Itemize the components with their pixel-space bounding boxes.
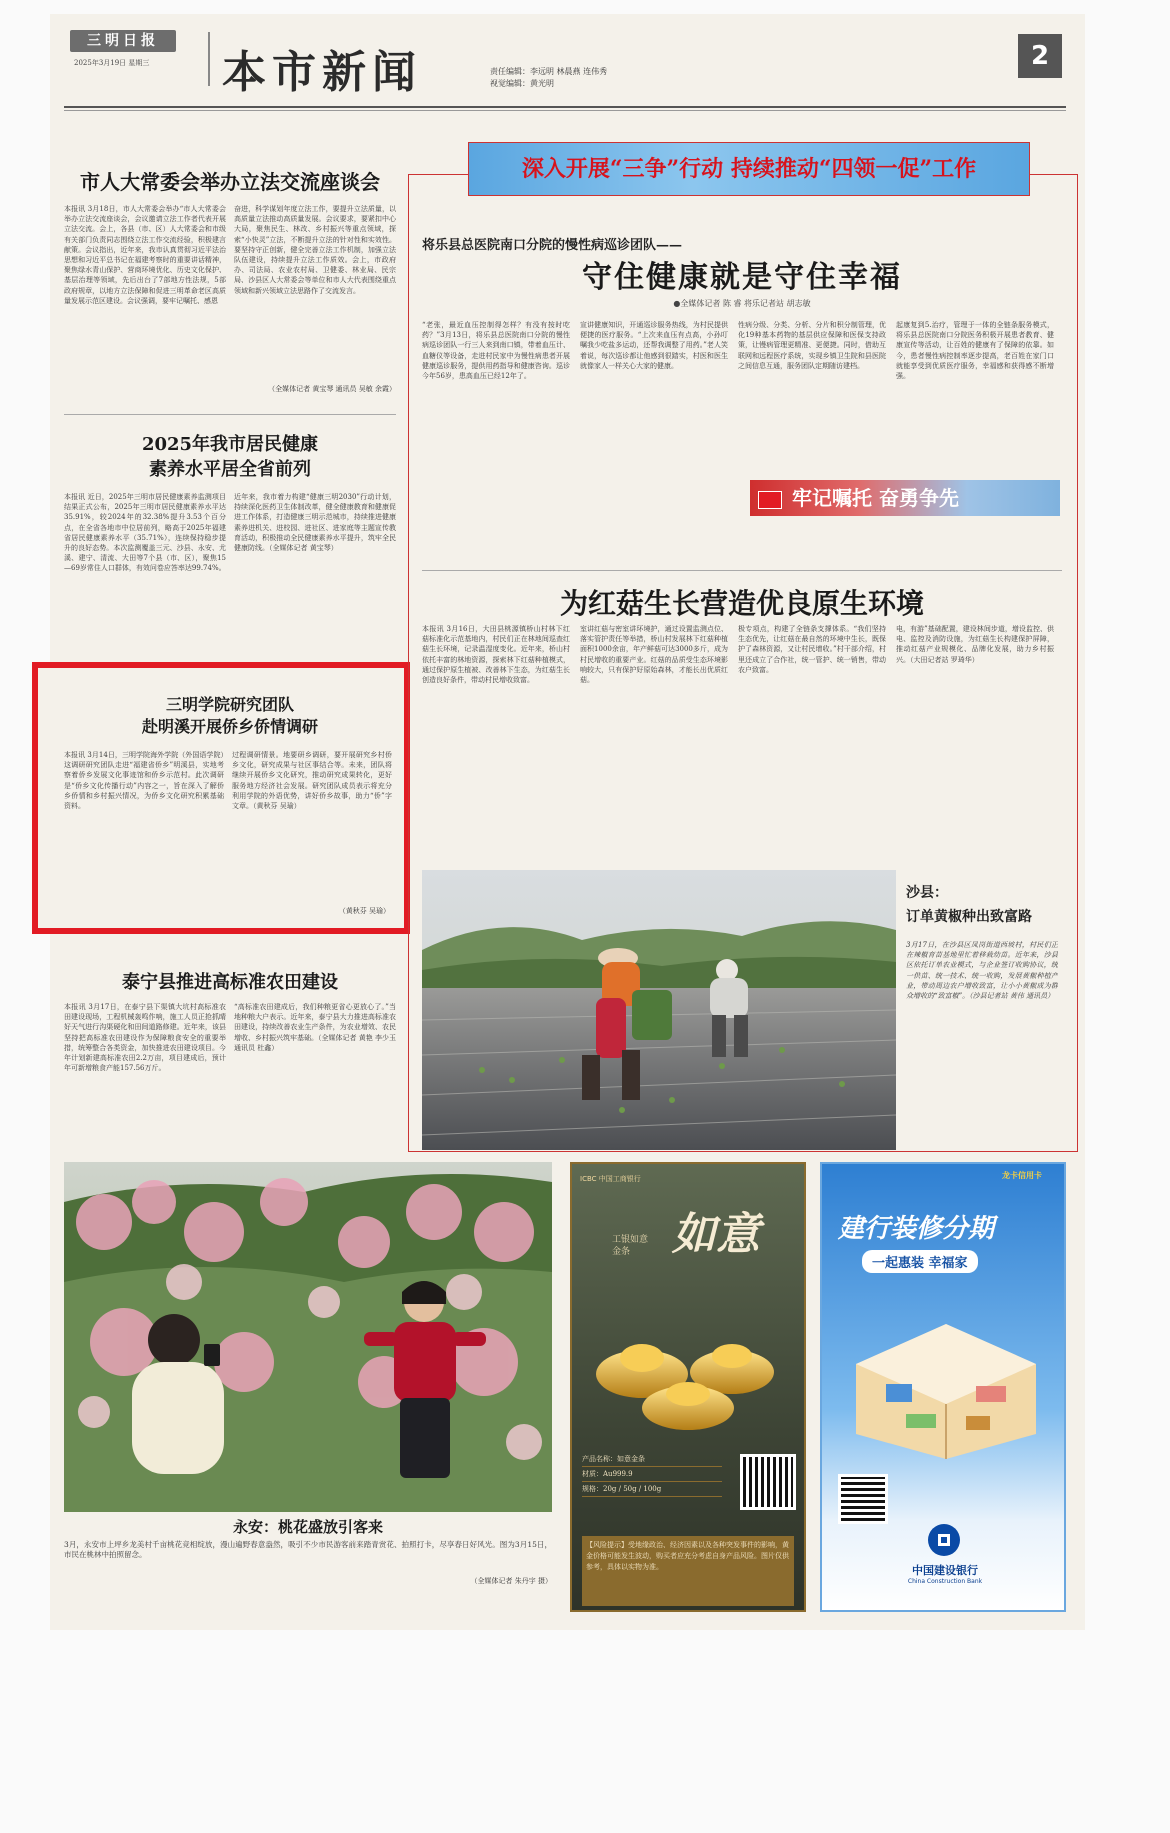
feature-col-2: 宣讲健康知识，开通巡诊服务热线，为村民提供便捷的医疗服务。“上次来血压有点高，小孙叮嘱我少吃盐多运动，还帮我调整了用药。”老人笑着说，每次巡诊都让他感到很踏实，村医和医生就像家人一样关心大家的健康。 — [580, 321, 728, 370]
article-5-headline: 为红菇生长营造优良原生环境 — [559, 587, 924, 620]
article-4-col-1: 本报讯 3月17日，在泰宁县下渠镇大坑村高标准农田建设现场，工程机械轰鸣作响，施工人员正抢抓晴好天气进行沟渠硬化和田间道路修建。近年来，该县坚持把高标准农田建设作为保障粮食安全的重要举措，统筹整合各类资金，加快推进农田建设项目。今年计划新建高标准农田2.2万亩，项目建成后，预计年可新增粮食产能157.56万斤。 — [64, 1003, 226, 1073]
newspaper-page — [50, 14, 1085, 1630]
article-3-headline-line-1: 三明学院研究团队 — [165, 695, 294, 714]
article-1-credit: （全媒体记者 黄宝琴 通讯员 吴敏 余霞） — [268, 385, 396, 393]
article-2-col-2: 近年来，我市着力构建“健康三明2030”行动计划，持续深化医药卫生体制改革，健全健康教育和健康促进工作体系，打造健康三明示范城市，持续推进健康素养进机关、进校园、进社区、进家庭等主题宣传教育活动，积极推动全民健康素养水平提升，筑牢全民健康防线。（全媒体记者 黄宝琴） — [234, 493, 396, 553]
sidebar-body: 3月17日，在沙县区凤岗街道西坡村，村民们正在辣椒育苗基地里忙着移栽幼苗。近年来，沙县区依托订单农业模式，与企业签订收购协议，统一供苗、统一技术、统一收购，发展黄椒种植产业，带动周边农户增收致富，让小小黄椒成为群众增收的“致富椒”。（沙县记者站 黄伟 通讯员） — [906, 941, 1058, 1001]
feature-banner: 深入开展“三争”行动 持续推动“四领一促”工作 — [468, 142, 1030, 196]
article-3-credit: （黄秋芬 吴瑜） — [338, 907, 390, 915]
article-3-headline — [64, 694, 396, 738]
gold-ad-title: 如意 — [672, 1209, 760, 1260]
article-1-col-2: 奋进，科学谋划年度立法工作，要提升立法质量，以高质量立法推动高质量发展。会议要求，要紧扣中心大局，聚焦民生、林改、乡村振兴等重点领域，探索“小快灵”立法，不断提升立法的针对性和实效性。要坚持守正创新，健全完善立法工作机制，加强立法队伍建设，持续提升立法工作质效。会上，市政府办、司法局、农业农村局、卫健委、林业局、民宗局、沙县区人大常委会等单位和市人大代表围绕重点领域和新兴领域立法思路作了交流发言。 — [234, 205, 396, 295]
article-1-headline: 市人大常委会举办立法交流座谈会 — [80, 170, 380, 194]
article-1-col-1: 本报讯 3月18日，市人大常委会举办“市人大常委会举办立法交流座谈会，会议邀请立法工作者代表开展立法交流。会上，各县（市、区）人大常委会和市级有关部门负责同志围绕立法工作交流经验，积极建言献策。会议指出，近年来，我市认真贯彻习近平法治思想和习近平总书记在福建考察时的重要讲话精神，聚焦绿水青山保护、营商环境优化、历史文化保护、基层治理等领域，先后出台了7部地方性法规，5部政府规章，以地方立法保障和促进三明革命老区高质量发展示范区建设。会议强调，要牢记嘱托、感恩 — [64, 205, 226, 305]
article-4-col-2: “高标准农田建成后，我们种粮更省心更放心了。”当地种粮大户表示。近年来，泰宁县大力推进高标准农田建设，持续改善农业生产条件，为农业增效、农民增收、乡村振兴筑牢基础。（全媒体记者 黄艳 李少玉 通讯员 杜鑫） — [234, 1003, 396, 1052]
feature-banner-2 — [750, 480, 1060, 516]
feature-col-3: 性病分级、分类、分析、分片和积分制管理，优化19种基本药物的基层供应保障和医保支持政策，让慢病管理更精准、更便捷。同时，借助互联网和远程医疗系统，实现乡镇卫生院和县医院之间信息互通，服务团队定期随访建档。 — [738, 321, 886, 370]
farm-photo-image — [422, 870, 896, 1150]
gold-spec-name: 产品名称：如意金条 — [582, 1452, 722, 1467]
photo-caption-text: 3月，永安市上坪乡龙美村千亩桃花竞相绽放，漫山遍野春意盎然，吸引不少市民游客前来踏青赏花、拍照打卡，尽享春日好风光。图为3月15日，市民在桃林中拍照留念。 — [64, 1540, 552, 1560]
gold-ad[interactable] — [570, 1162, 806, 1612]
editor-line-1: 责任编辑：李远明 林晨燕 连伟秀 — [490, 67, 608, 76]
masthead-rule — [64, 106, 1066, 108]
editor-credits — [490, 66, 607, 90]
gold-spec-material: 材质：Au999.9 — [582, 1467, 722, 1482]
feature-col-1: “老张，最近血压控制得怎样？有没有按时吃药？”3月13日，将乐县总医院南口分院的慢性病巡诊团队一行三人来到南口镇，带着血压计、血糖仪等设备，走进村民家中为慢性病患者开展健康巡诊服务，提供用药指导和健康咨询。巡诊今年56岁，患高血压已经12年了。 — [422, 321, 570, 381]
masthead-divider — [208, 32, 210, 86]
gold-spec-size: 规格：20g / 50g / 100g — [582, 1482, 722, 1497]
issue-date: 2025年3月19日 星期三 — [74, 59, 150, 67]
feature-banner-2-text: 牢记嘱托 奋勇争先 — [792, 486, 959, 510]
article-2-col-1: 本报讯 近日，2025年三明市居民健康素养监测项目结果正式公布，2025年三明市居民健康素养水平达35.91%，较2024年的32.38%提升3.53个百分点，在全省各地市中位居前列，略高于2025年福建省居民健康素养水平（35.71%），连续保持稳步提升的良好态势。本次监测覆盖三元、沙县、永安、尤溪、建宁、清流、大田等7个县（市、区），聚焦15—69岁常住人口群体，有效问卷应答率达99.74%。 — [64, 493, 226, 573]
masthead-rule-thin — [64, 110, 1066, 111]
article-5-col-4: 电，有游”基础配置，建设林间步道，增设监控、供电、监控及消防设施，为红菇生长构建保护屏障，推动红菇产业规模化、品牌化发展，助力乡村振兴。（大田记者站 罗琦华） — [896, 625, 1054, 664]
qr-code-icon[interactable] — [838, 1474, 888, 1524]
gold-ad-specs — [582, 1452, 722, 1497]
editor-line-2: 视觉编辑：黄光明 — [490, 79, 554, 88]
article-4-headline: 泰宁县推进高标准农田建设 — [122, 972, 338, 993]
sidebar-title-line-1: 沙县： — [906, 885, 948, 901]
gold-ad-disclaimer: 【风险提示】受地缘政治、经济因素以及各种突发事件的影响，黄金价格可能发生波动，购买者应充分考虑自身产品风险。图片仅供参考，具体以实物为准。 — [582, 1536, 794, 1606]
article-2-headline — [64, 432, 396, 482]
article-3-col-2: 过程调研情景。地要研乡调研，要开展研究乡村侨乡文化，研究成果与社区事结合等。未来，团队将继续开展侨乡文化研究，推动研究成果转化，更好服务地方经济社会发展。研究团队成员表示将充分利用学院的外语优势，讲好侨乡故事，助力“侨”字文章。（黄秋芬 吴瑜） — [232, 751, 392, 811]
article-5-col-2: 室讲红菇与密室讲环境护，通过设置监测点位、落实管护责任等举措，桥山村发展林下红菇种植面积1000余亩，年产鲜菇可达3000多斤，成为村民增收的重要产业。红菇的品质受生态环境影响较大，只有保护好原始森林，才能长出优质红菇。 — [580, 625, 728, 685]
newspaper-logo: 三明日报 — [70, 30, 176, 52]
qr-code-icon[interactable] — [740, 1454, 796, 1510]
article-3-headline-line-2: 赴明溪开展侨乡侨情调研 — [141, 717, 318, 736]
ccb-bank-name: 中国建设银行 — [912, 1564, 978, 1577]
gold-ingot-icon — [582, 1314, 794, 1434]
section-title: 本市新闻 — [222, 47, 422, 98]
divider — [422, 570, 1062, 571]
gold-ad-brand: ICBC 中国工商银行 — [580, 1175, 641, 1183]
farm-photo — [422, 870, 896, 1150]
article-2-headline-text: 2025年我市居民健康素养水平居全省前列 — [141, 434, 319, 480]
house-cutaway-icon — [846, 1314, 1046, 1464]
page-number: 2 — [1018, 34, 1062, 78]
sidebar-title-line-2: 订单黄椒种出致富路 — [906, 909, 1032, 925]
ccb-ad-title: 建行装修分期 — [838, 1214, 995, 1244]
article-5-col-3: 极专项点，构建了全链条支撑体系。“我们坚持生态优先，让红菇在最自然的环境中生长，既保护了森林资源，又让村民增收。”村干部介绍，村里还成立了合作社，统一管护、统一销售，带动农户致富。 — [738, 625, 886, 674]
divider — [64, 414, 396, 415]
ccb-bank-name-en: China Construction Bank — [907, 1578, 983, 1585]
flag-icon — [758, 491, 782, 509]
ccb-ad[interactable] — [820, 1162, 1066, 1612]
ccb-logo-icon — [926, 1522, 962, 1558]
feature-col-4: 起康复到5.治疗，管理于一体的全链条服务模式，将乐县总医院南口分院医务积极开展患者教育、健康宣传等活动，让百姓的健康有了保障的依靠。如今，患者慢性病控制率逐步提高，老百姓在家门口就能享受到优质医疗服务，幸福感和获得感不断增强。 — [896, 321, 1054, 381]
gold-ad-subtitle: 工银如意金条 — [612, 1235, 649, 1257]
feature-headline: 守住健康就是守住幸福 — [582, 260, 902, 295]
feature-byline: ●全媒体记者 陈 睿 将乐记者站 胡志敏 — [673, 299, 811, 308]
ccb-ad-slogan: 一起惠装 幸福家 — [862, 1250, 978, 1273]
feature-kicker: 将乐县总医院南口分院的慢性病巡诊团队—— — [422, 238, 683, 253]
peach-blossom-photo — [64, 1162, 552, 1512]
article-5-col-1: 本报讯 3月16日，大田县桃源镇桥山村林下红菇标准化示范基地内，村民们正在林地间巡查红菇生长环境，记录温湿度变化。近年来，桥山村依托丰富的林地资源，探索林下红菇种植模式，通过保护原生植被、改善林下生态，为红菇生长创造良好条件，带动村民增收致富。 — [422, 625, 570, 685]
photo-caption-title: 永安：桃花盛放引客来 — [232, 1518, 383, 1536]
article-3-col-1: 本报讯 3月14日，三明学院海外学院（外国语学院）这调研研究团队走进“福建省侨乡”明溪县，实地考察着侨乡发展文化事迹馆和侨乡示范村。此次调研是“侨乡文化传播行动”内容之一，旨在深入了解侨乡侨情和乡村振兴情况，为侨乡文化研究积累基础资料。 — [64, 751, 224, 811]
sidebar-title — [906, 882, 1032, 926]
peach-blossom-image — [64, 1162, 552, 1512]
photo-caption-credit: （全媒体记者 朱丹宇 摄） — [470, 1577, 552, 1585]
ccb-ad-tag: 龙卡信用卡 — [1002, 1171, 1042, 1180]
